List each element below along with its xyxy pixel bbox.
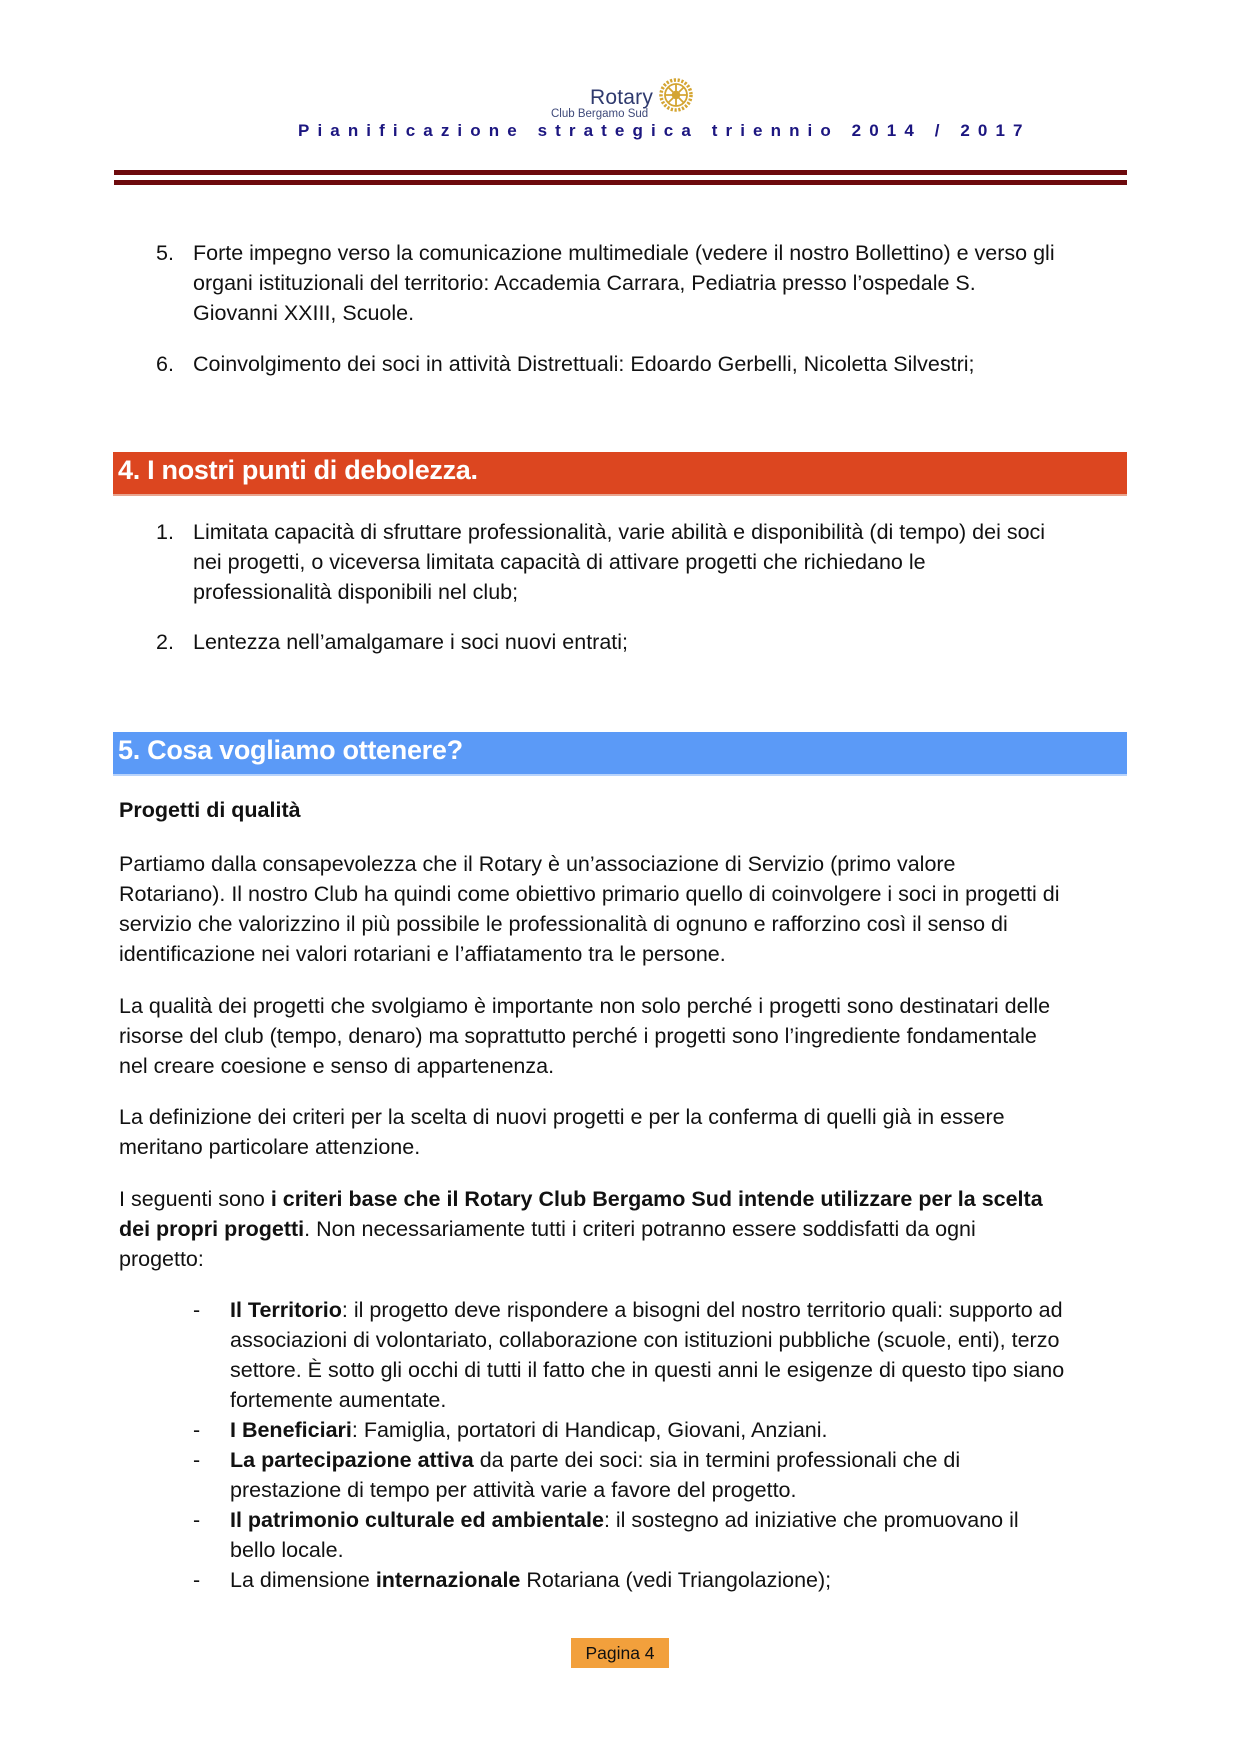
paragraph-line: nel creare coesione e senso di appartenenza. [119,1054,555,1078]
bullet-dash: - [193,1298,201,1322]
text-run: : il sostegno ad iniziative che promuovano il [603,1508,1019,1532]
list-number: 5. [156,241,174,265]
list-number: 6. [156,352,174,376]
bullet-dash: - [193,1418,201,1442]
list-number: 2. [156,630,174,654]
list-number: 1. [156,520,174,544]
paragraph-line: La qualità dei progetti che svolgiamo è importante non solo perché i progetti sono destinatari delle [119,994,1051,1018]
list-item-line: Forte impegno verso la comunicazione multimediale (vedere il nostro Bollettino) e verso gli [193,241,1055,265]
list-item-line [230,1445,960,1475]
paragraph-line [119,1214,976,1244]
list-item-line: prestazione di tempo per attività varie a favore del progetto. [230,1478,797,1502]
text-run-bold: I Beneficiari [230,1418,352,1442]
paragraph-line: La definizione dei criteri per la scelta di nuovi progetti e per la conferma di quelli già in essere [119,1105,1005,1129]
text-run: : Famiglia, portatori di Handicap, Giovani, Anziani. [351,1418,828,1442]
text-run: Rotariana (vedi Triangolazione); [520,1568,832,1592]
text-run-bold: Il patrimonio culturale ed ambientale [230,1508,604,1532]
logo-wordmark: Rotary [590,86,654,109]
paragraph-line: servizio che valorizzino il più possibile le professionalità di ognuno e rafforzino così il senso di [119,912,1008,936]
list-item-line: fortemente aumentate. [230,1388,447,1412]
list-item-line: nei progetti, o viceversa limitata capacità di attivare progetti che richiedano le [193,550,926,574]
list-item-line: associazioni di volontariato, collaborazione con istituzioni pubbliche (scuole, enti), terzo [230,1328,1060,1352]
header-rule-top [114,170,1127,175]
section-title: 4. I nostri punti di debolezza. [118,455,478,485]
list-item-line [230,1415,828,1445]
text-run: : il progetto deve rispondere a bisogni del nostro territorio quali: supporto ad [341,1298,1063,1322]
paragraph-line: risorse del club (tempo, denaro) ma soprattutto perché i progetti sono l’ingrediente fondamentale [119,1024,1037,1048]
list-item-line [230,1295,1063,1325]
list-item-line [230,1565,831,1595]
text-run: La dimensione [230,1568,376,1592]
rotary-wheel-icon [658,77,694,113]
paragraph-line: meritano particolare attenzione. [119,1135,421,1159]
bullet-dash: - [193,1448,201,1472]
text-run: . Non necessariamente tutti i criteri potranno essere soddisfatti da ogni [304,1217,976,1241]
list-item-line: settore. È sotto gli occhi di tutti il fatto che in questi anni le esigenze di questo tipo siano [230,1358,1065,1382]
paragraph-line: Partiamo dalla consapevolezza che il Rotary è un’associazione di Servizio (primo valore [119,852,956,876]
list-item-line [230,1505,1019,1535]
paragraph-line: identificazione nei valori rotariani e l’affiatamento tra le persone. [119,942,726,966]
section-heading-weaknesses [113,452,1127,496]
text-run-bold: Il Territorio [230,1298,342,1322]
paragraph-line: Rotariano). Il nostro Club ha quindi come obiettivo primario quello di coinvolgere i soci in progetti di [119,882,1060,906]
paragraph-line: progetto: [119,1247,204,1271]
subheading: Progetti di qualità [119,798,301,822]
list-item-line: organi istituzionali del territorio: Accademia Carrara, Pediatria presso l’ospedale S. [193,271,976,295]
list-item-line: Limitata capacità di sfruttare professionalità, varie abilità e disponibilità (di tempo) dei soci [193,520,1046,544]
bullet-dash: - [193,1568,201,1592]
logo-subtitle: Club Bergamo Sud [551,108,649,120]
list-item-line: Giovanni XXIII, Scuole. [193,301,415,325]
text-run: I seguenti sono [119,1187,271,1211]
list-item-line: Coinvolgimento dei soci in attività Distrettuali: Edoardo Gerbelli, Nicoletta Silvestri; [193,352,975,376]
text-run-bold: i criteri base che il Rotary Club Bergamo Sud intende utilizzare per la scelta [270,1187,1043,1211]
page-number-badge [571,1638,669,1668]
paragraph-line [119,1184,1043,1214]
list-item-line: professionalità disponibili nel club; [193,580,519,604]
section-title: 5. Cosa vogliamo ottenere? [118,735,463,765]
page-number: Pagina 4 [585,1643,655,1663]
text-run: da parte dei soci: sia in termini professionali che di [473,1448,961,1472]
section-heading-goals [113,732,1127,776]
header-rule-bottom [114,180,1127,185]
document-title: Pianificazione strategica triennio 2014 / 2017 [298,121,1031,140]
list-item-line: bello locale. [230,1538,344,1562]
text-run-bold: internazionale [375,1568,521,1592]
text-run-bold: dei propri progetti [119,1217,305,1241]
bullet-dash: - [193,1508,201,1532]
text-run-bold: La partecipazione attiva [230,1448,474,1472]
list-item-line: Lentezza nell’amalgamare i soci nuovi entrati; [193,630,629,654]
